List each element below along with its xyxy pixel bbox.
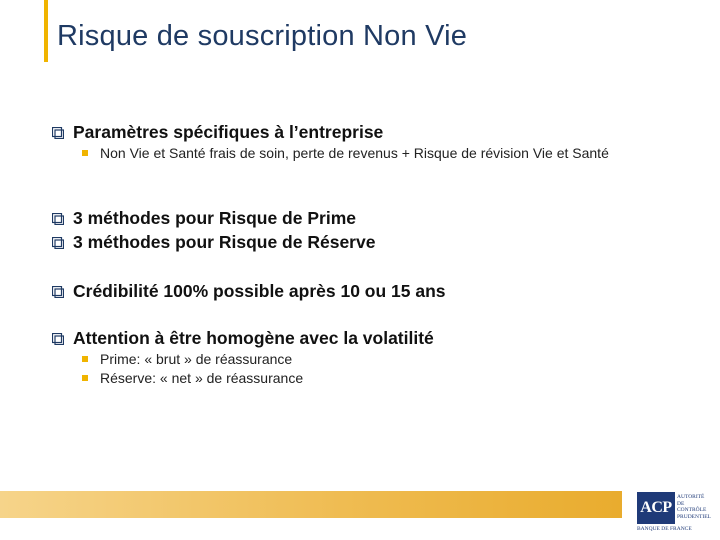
bullet-text: Attention à être homogène avec la volatilité [73,328,434,348]
bullet-item [52,122,383,143]
bullet-item [52,208,356,229]
sub-bullet-text: Prime: « brut » de réassurance [100,351,293,367]
sub-bullet-text: Réserve: « net » de réassurance [100,370,304,386]
bullet-text: 3 méthodes pour Risque de Réserve [73,232,376,252]
checkbox-square-icon [52,333,64,345]
square-bullet-icon [82,375,88,381]
logo-mark: ACP [637,492,675,524]
acp-logo [637,492,713,536]
square-bullet-icon [82,150,88,156]
bullet-text: Paramètres spécifiques à l’entreprise [73,122,384,142]
sub-bullet-item [82,369,303,387]
sub-bullet-text: Non Vie et Santé frais de soin, perte de revenus + Risque de révision Vie et Santé [100,145,609,161]
sub-bullet-item [82,144,697,162]
bullet-text: 3 méthodes pour Risque de Prime [73,208,356,228]
footer-band [0,491,622,518]
sub-bullet-item [82,350,292,368]
bullet-item [52,232,375,253]
checkbox-square-icon [52,286,64,298]
logo-bottom-text: BANQUE DE FRANCE [637,526,692,532]
bullet-text: Crédibilité 100% possible après 10 ou 15 ans [73,281,446,301]
checkbox-square-icon [52,127,64,139]
bullet-item [52,328,434,349]
square-bullet-icon [82,356,88,362]
checkbox-square-icon [52,213,64,225]
title-accent-bar [44,0,48,62]
slide-title: Risque de souscription Non Vie [57,20,468,52]
logo-side-text: AUTORITÉ DE CONTRÔLE PRUDENTIEL [677,494,711,520]
bullet-item [52,281,446,302]
checkbox-square-icon [52,237,64,249]
